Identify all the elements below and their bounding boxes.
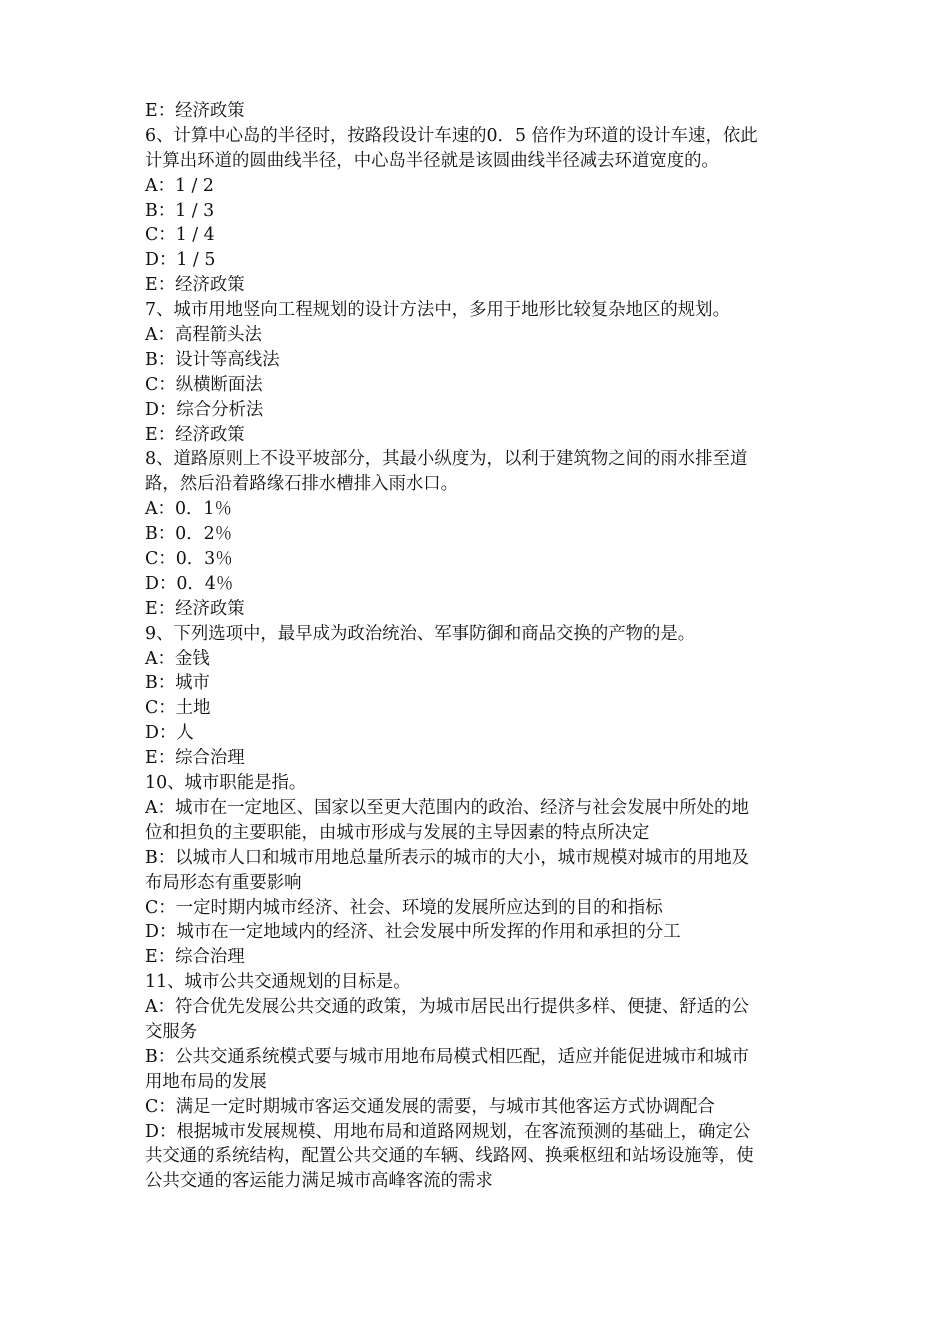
option-b: B：1 / 3 — [145, 200, 215, 221]
option-d: D：人 — [145, 723, 194, 744]
option-c: C：土地 — [145, 698, 211, 719]
option-d: D：综合分析法 — [145, 399, 264, 420]
question-10: 10、城市职能是指。 — [145, 773, 307, 794]
option-a: A：0．1％ — [145, 499, 232, 520]
question-7: 7、城市用地竖向工程规划的设计方法中，多用于地形比较复杂地区的规划。 — [145, 300, 730, 321]
question-6-line-2: 计算出环道的圆曲线半径，中心岛半径就是该圆曲线半径减去环道宽度的。 — [145, 150, 719, 171]
option-e: E：经济政策 — [145, 275, 245, 296]
option-e: E：综合治理 — [145, 748, 245, 769]
question-9: 9、下列选项中，最早成为政治统治、军事防御和商品交换的产物的是。 — [145, 623, 696, 644]
option-e: E：经济政策 — [145, 598, 245, 619]
document-body — [145, 99, 815, 1194]
option-b: B：城市 — [145, 673, 210, 694]
option-a-line-1: A：城市在一定地区、国家以至更大范围内的政治、经济与社会发展中所处的地 — [145, 797, 749, 818]
option-e: E：经济政策 — [145, 424, 245, 445]
option-a: A：高程箭头法 — [145, 325, 262, 346]
option-c: C：一定时期内城市经济、社会、环境的发展所应达到的目的和指标 — [145, 897, 663, 918]
option-d: D：0．4％ — [145, 573, 234, 594]
option-a: A：金钱 — [145, 648, 210, 669]
option-d-line-3: 公共交通的客运能力满足城市高峰客流的需求 — [145, 1171, 493, 1192]
option-b-line-1: B：以城市人口和城市用地总量所表示的城市的大小，城市规模对城市的用地及 — [145, 847, 750, 868]
option-b-line-2: 用地布局的发展 — [145, 1071, 267, 1092]
option-d: D：1 / 5 — [145, 250, 216, 271]
option-b: B：0．2％ — [145, 524, 233, 545]
question-8-line-2: 路，然后沿着路缘石排水槽排入雨水口。 — [145, 474, 459, 495]
option-a: A：1 / 2 — [145, 175, 214, 196]
option-c: C：1 / 4 — [145, 225, 215, 246]
question-11: 11、城市公共交通规划的目标是。 — [145, 972, 411, 993]
option-d-line-1: D：根据城市发展规模、用地布局和道路网规划，在客流预测的基础上，确定公 — [145, 1121, 751, 1142]
option-d-line-2: 共交通的系统结构，配置公共交通的车辆、线路网、换乘枢纽和站场设施等，使 — [145, 1146, 754, 1167]
option-a-line-2: 交服务 — [145, 1021, 198, 1042]
option-c: C：纵横断面法 — [145, 374, 263, 395]
option-c: C：满足一定时期城市客运交通发展的需要，与城市其他客运方式协调配合 — [145, 1096, 715, 1117]
option-b-line-2: 布局形态有重要影响 — [145, 872, 302, 893]
option-c: C：0．3％ — [145, 549, 233, 570]
option-a-line-1: A：符合优先发展公共交通的政策，为城市居民出行提供多样、便捷、舒适的公 — [145, 997, 749, 1018]
question-8-line-1: 8、道路原则上不设平坡部分，其最小纵度为，以利于建筑物之间的雨水排至道 — [145, 449, 748, 470]
option-d: D：城市在一定地域内的经济、社会发展中所发挥的作用和承担的分工 — [145, 922, 681, 943]
text-line: E：经济政策 — [145, 101, 245, 121]
option-e: E：综合治理 — [145, 947, 245, 968]
option-b: B：设计等高线法 — [145, 349, 280, 370]
option-b-line-1: B：公共交通系统模式要与城市用地布局模式相匹配，适应并能促进城市和城市 — [145, 1046, 750, 1067]
question-6-line-1: 6、计算中心岛的半径时，按路段设计车速的0．5 倍作为环道的设计车速，依此 — [145, 125, 758, 146]
option-a-line-2: 位和担负的主要职能，由城市形成与发展的主导因素的特点所决定 — [145, 822, 650, 843]
